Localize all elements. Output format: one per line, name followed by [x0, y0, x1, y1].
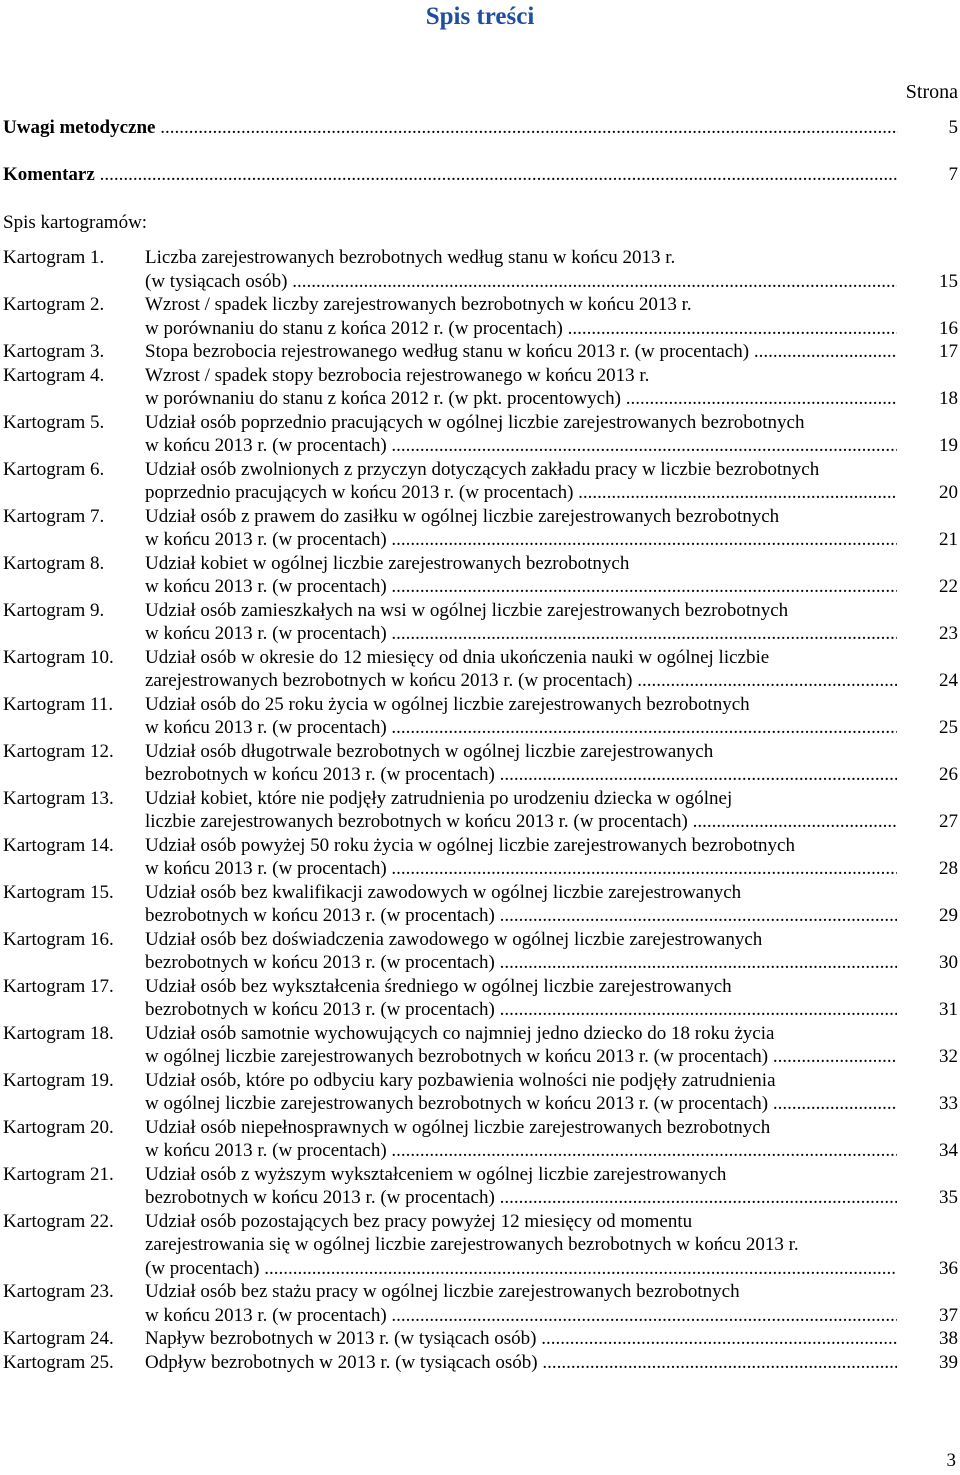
kartogram-description-line: Udział osób długotrwale bezrobotnych w ogólnej liczbie zarejestrowanych — [145, 740, 714, 762]
kartogram-description-line: Udział osób zamieszkałych na wsi w ogólnej liczbie zarejestrowanych bezrobotnych — [145, 599, 789, 621]
kartogram-description-line: w końcu 2013 r. (w procentach) ..... — [145, 622, 897, 646]
kartogram-description-line: Udział osób bez doświadczenia zawodowego w ogólnej liczbie zarejestrowanych — [145, 928, 763, 950]
toc-page-number: 7 — [948, 164, 958, 185]
toc-page-number: 32 — [939, 1046, 958, 1067]
section-heading-kartogramy: Spis kartogramów: — [3, 212, 148, 233]
kartogram-number: Kartogram 10. — [3, 646, 114, 668]
kartogram-description-line: Udział osób samotnie wychowujących co najmniej jedno dziecko do 18 roku życia — [145, 1022, 775, 1044]
kartogram-description-line: Udział osób z prawem do zasiłku w ogólnej liczbie zarejestrowanych bezrobotnych — [145, 505, 780, 527]
kartogram-number: Kartogram 12. — [3, 740, 114, 762]
kartogram-entry[interactable] — [0, 599, 960, 646]
kartogram-number: Kartogram 16. — [3, 928, 114, 950]
kartogram-description — [145, 599, 897, 646]
kartogram-description-line: w końcu 2013 r. (w procentach) ..... — [145, 434, 897, 458]
toc-page-number: 24 — [939, 670, 958, 691]
kartogram-description — [145, 364, 897, 411]
toc-entry-komentarz[interactable] — [3, 163, 958, 187]
toc-page-number: 19 — [939, 435, 958, 456]
toc-page-number: 33 — [939, 1093, 958, 1114]
kartogram-description-line: Udział osób poprzednio pracujących w ogólnej liczbie zarejestrowanych bezrobotnych — [145, 411, 805, 433]
toc-page-number: 25 — [939, 717, 958, 738]
kartogram-description-line: w ogólnej liczbie zarejestrowanych bezrobotnych w końcu 2013 r. (w procentach) ..... — [145, 1045, 897, 1069]
kartogram-description-line: Udział osób zwolnionych z przyczyn dotyczących zakładu pracy w liczbie bezrobotnych — [145, 458, 820, 480]
kartogram-description-line: Napływ bezrobotnych w 2013 r. (w tysiącach osób) ..... — [145, 1327, 897, 1351]
kartogram-number: Kartogram 20. — [3, 1116, 114, 1138]
toc-page-number: 31 — [939, 999, 958, 1020]
kartogram-description-line: Wzrost / spadek stopy bezrobocia rejestrowanego w końcu 2013 r. — [145, 364, 650, 386]
toc-entry-label: Komentarz ..... — [3, 164, 898, 185]
toc-page-number: 21 — [939, 529, 958, 550]
kartogram-number: Kartogram 18. — [3, 1022, 114, 1044]
toc-entry-uwagi-metodyczne[interactable] — [3, 116, 958, 140]
kartogram-description-line: Udział osób powyżej 50 roku życia w ogólnej liczbie zarejestrowanych bezrobotnych — [145, 834, 795, 856]
kartogram-description-line: Udział osób niepełnosprawnych w ogólnej liczbie zarejestrowanych bezrobotnych — [145, 1116, 771, 1138]
toc-entry-label: Uwagi metodyczne ..... — [3, 117, 898, 138]
kartogram-description — [145, 693, 897, 740]
kartogram-description-line: zarejestrowania się w ogólnej liczbie zarejestrowanych bezrobotnych w końcu 2013 r. — [145, 1234, 799, 1255]
kartogram-entry[interactable] — [0, 975, 960, 1022]
kartogram-description-line: bezrobotnych w końcu 2013 r. (w procentach) ..... — [145, 904, 897, 928]
kartogram-description — [145, 1280, 897, 1327]
kartogram-number: Kartogram 17. — [3, 975, 114, 997]
kartogram-entry[interactable] — [0, 552, 960, 599]
kartogram-description-line: zarejestrowanych bezrobotnych w końcu 2013 r. (w procentach) ..... — [145, 669, 897, 693]
kartogram-number: Kartogram 23. — [3, 1281, 114, 1302]
kartogram-description-line: w końcu 2013 r. (w procentach) ..... — [145, 1304, 897, 1328]
kartogram-description-line: w porównaniu do stanu z końca 2012 r. (w procentach) ..... — [145, 317, 897, 341]
toc-page-number: 26 — [939, 764, 958, 785]
kartogram-entry[interactable] — [0, 1022, 960, 1069]
kartogram-description-line: w końcu 2013 r. (w procentach) ..... — [145, 1139, 897, 1163]
kartogram-description-line: Wzrost / spadek liczby zarejestrowanych bezrobotnych w końcu 2013 r. — [145, 294, 692, 315]
kartogram-number: Kartogram 5. — [3, 411, 105, 433]
toc-page-number: 28 — [939, 858, 958, 879]
kartogram-description-line: w końcu 2013 r. (w procentach) ..... — [145, 716, 897, 740]
kartogram-description-line: Odpływ bezrobotnych w 2013 r. (w tysiącach osób) ..... — [145, 1351, 897, 1375]
kartogram-description — [145, 740, 897, 787]
page-column-header: Strona — [905, 81, 958, 103]
kartogram-description — [145, 411, 897, 458]
kartogram-entry[interactable] — [0, 1210, 960, 1281]
toc-page-number: 18 — [939, 388, 958, 409]
kartogram-number: Kartogram 19. — [3, 1069, 114, 1091]
kartogram-entry[interactable] — [0, 411, 960, 458]
kartogram-description — [145, 246, 897, 293]
kartogram-description-line: Udział osób bez wykształcenia średniego w ogólnej liczbie zarejestrowanych — [145, 975, 732, 997]
kartogram-entry[interactable] — [0, 293, 960, 340]
kartogram-number: Kartogram 14. — [3, 834, 114, 856]
kartogram-number: Kartogram 3. — [3, 341, 105, 362]
kartogram-description — [145, 881, 897, 928]
kartogram-description — [145, 1163, 897, 1210]
kartogram-entry[interactable] — [0, 1116, 960, 1163]
kartogram-description-line: Udział osób pozostających bez pracy powyżej 12 miesięcy od momentu — [145, 1210, 693, 1232]
kartogram-description-line: (w procentach) ..... — [145, 1257, 897, 1281]
toc-page-number: 36 — [939, 1257, 958, 1279]
toc-page-number: 5 — [948, 117, 958, 138]
kartogram-description-line: poprzednio pracujących w końcu 2013 r. (w procentach) ..... — [145, 481, 897, 505]
kartogram-entry[interactable] — [0, 693, 960, 740]
kartogram-entry[interactable] — [0, 1069, 960, 1116]
toc-page-number: 17 — [939, 341, 958, 362]
kartogram-description — [145, 340, 897, 364]
toc-page-number: 22 — [939, 576, 958, 597]
kartogram-number: Kartogram 1. — [3, 247, 105, 268]
kartogram-description-line: Liczba zarejestrowanych bezrobotnych według stanu w końcu 2013 r. — [145, 247, 676, 268]
kartogram-entry[interactable] — [0, 1327, 960, 1351]
kartogram-number: Kartogram 24. — [3, 1328, 114, 1349]
kartogram-description-line: w końcu 2013 r. (w procentach) ..... — [145, 857, 897, 881]
kartogram-description-line: bezrobotnych w końcu 2013 r. (w procentach) ..... — [145, 951, 897, 975]
kartogram-entry[interactable] — [0, 1351, 960, 1375]
toc-page-number: 27 — [939, 811, 958, 832]
kartogram-entry[interactable] — [0, 787, 960, 834]
kartogram-description-line: bezrobotnych w końcu 2013 r. (w procentach) ..... — [145, 1186, 897, 1210]
kartogram-description — [145, 646, 897, 693]
kartogram-description-line: liczbie zarejestrowanych bezrobotnych w końcu 2013 r. (w procentach) ..... — [145, 810, 897, 834]
kartogram-description-line: w ogólnej liczbie zarejestrowanych bezrobotnych w końcu 2013 r. (w procentach) ..... — [145, 1092, 897, 1116]
kartogram-description-line: Udział osób w okresie do 12 miesięcy od dnia ukończenia nauki w ogólnej liczbie — [145, 646, 770, 668]
toc-page-number: 16 — [939, 317, 958, 339]
toc-page-number: 20 — [939, 482, 958, 503]
kartogram-entry[interactable] — [0, 1163, 960, 1210]
kartogram-entry[interactable] — [0, 340, 960, 364]
kartogram-description-line: Udział osób bez kwalifikacji zawodowych w ogólnej liczbie zarejestrowanych — [145, 881, 742, 903]
kartogram-description — [145, 1327, 897, 1351]
kartogram-description — [145, 1069, 897, 1116]
kartogram-entry[interactable] — [0, 364, 960, 411]
kartogram-number: Kartogram 11. — [3, 693, 114, 715]
kartogram-description-line: Stopa bezrobocia rejestrowanego według stanu w końcu 2013 r. (w procentach) ..... — [145, 340, 897, 364]
toc-page-number: 29 — [939, 905, 958, 926]
kartogram-description — [145, 928, 897, 975]
kartogram-number: Kartogram 6. — [3, 458, 105, 480]
page-number: 3 — [946, 1450, 956, 1471]
kartogram-description-line: w końcu 2013 r. (w procentach) ..... — [145, 528, 897, 552]
kartogram-entry[interactable] — [0, 928, 960, 975]
kartogram-number: Kartogram 9. — [3, 599, 105, 621]
kartogram-number: Kartogram 25. — [3, 1351, 114, 1373]
kartogram-description — [145, 552, 897, 599]
kartogram-number: Kartogram 15. — [3, 881, 114, 903]
kartogram-description — [145, 458, 897, 505]
kartogram-entry[interactable] — [0, 646, 960, 693]
kartogram-number: Kartogram 21. — [3, 1163, 114, 1185]
toc-page-number: 39 — [939, 1351, 958, 1373]
kartogram-description — [145, 1351, 897, 1375]
kartogram-description — [145, 1210, 897, 1281]
kartogram-description-line: Udział osób bez stażu pracy w ogólnej liczbie zarejestrowanych bezrobotnych — [145, 1281, 740, 1302]
toc-page-number: 35 — [939, 1187, 958, 1208]
kartogram-number: Kartogram 22. — [3, 1210, 114, 1232]
kartogram-description — [145, 293, 897, 340]
kartogram-entry[interactable] — [0, 246, 960, 293]
kartogram-number: Kartogram 2. — [3, 294, 105, 315]
kartogram-description — [145, 1022, 897, 1069]
kartogram-description-line: (w tysiącach osób) ..... — [145, 270, 897, 294]
kartogram-description-line: Udział osób, które po odbyciu kary pozbawienia wolności nie podjęły zatrudnienia — [145, 1069, 776, 1091]
kartogram-list — [0, 246, 960, 1374]
kartogram-description — [145, 834, 897, 881]
kartogram-description-line: Udział kobiet w ogólnej liczbie zarejestrowanych bezrobotnych — [145, 552, 630, 574]
kartogram-description-line: w porównaniu do stanu z końca 2012 r. (w pkt. procentowych) ..... — [145, 387, 897, 411]
toc-page-number: 23 — [939, 623, 958, 644]
kartogram-description-line: bezrobotnych w końcu 2013 r. (w procentach) ..... — [145, 763, 897, 787]
kartogram-description — [145, 787, 897, 834]
kartogram-description — [145, 505, 897, 552]
kartogram-number: Kartogram 13. — [3, 787, 114, 809]
page-title: Spis treści — [425, 3, 535, 30]
kartogram-entry[interactable] — [0, 834, 960, 881]
toc-page-number: 37 — [939, 1304, 958, 1326]
toc-page-number: 38 — [939, 1328, 958, 1349]
kartogram-description — [145, 1116, 897, 1163]
kartogram-entry[interactable] — [0, 505, 960, 552]
kartogram-description — [145, 975, 897, 1022]
kartogram-description-line: Udział osób z wyższym wykształceniem w ogólnej liczbie zarejestrowanych — [145, 1163, 727, 1185]
kartogram-entry[interactable] — [0, 740, 960, 787]
kartogram-entry[interactable] — [0, 881, 960, 928]
kartogram-number: Kartogram 4. — [3, 364, 105, 386]
toc-page-number: 15 — [939, 270, 958, 292]
kartogram-description-line: Udział kobiet, które nie podjęły zatrudnienia po urodzeniu dziecka w ogólnej — [145, 787, 733, 809]
kartogram-number: Kartogram 8. — [3, 552, 105, 574]
kartogram-description-line: w końcu 2013 r. (w procentach) ..... — [145, 575, 897, 599]
kartogram-number: Kartogram 7. — [3, 505, 105, 527]
toc-page-number: 30 — [939, 952, 958, 973]
kartogram-description-line: Udział osób do 25 roku życia w ogólnej liczbie zarejestrowanych bezrobotnych — [145, 693, 750, 715]
kartogram-entry[interactable] — [0, 1280, 960, 1327]
kartogram-description-line: bezrobotnych w końcu 2013 r. (w procentach) ..... — [145, 998, 897, 1022]
kartogram-entry[interactable] — [0, 458, 960, 505]
toc-page-number: 34 — [939, 1140, 958, 1161]
